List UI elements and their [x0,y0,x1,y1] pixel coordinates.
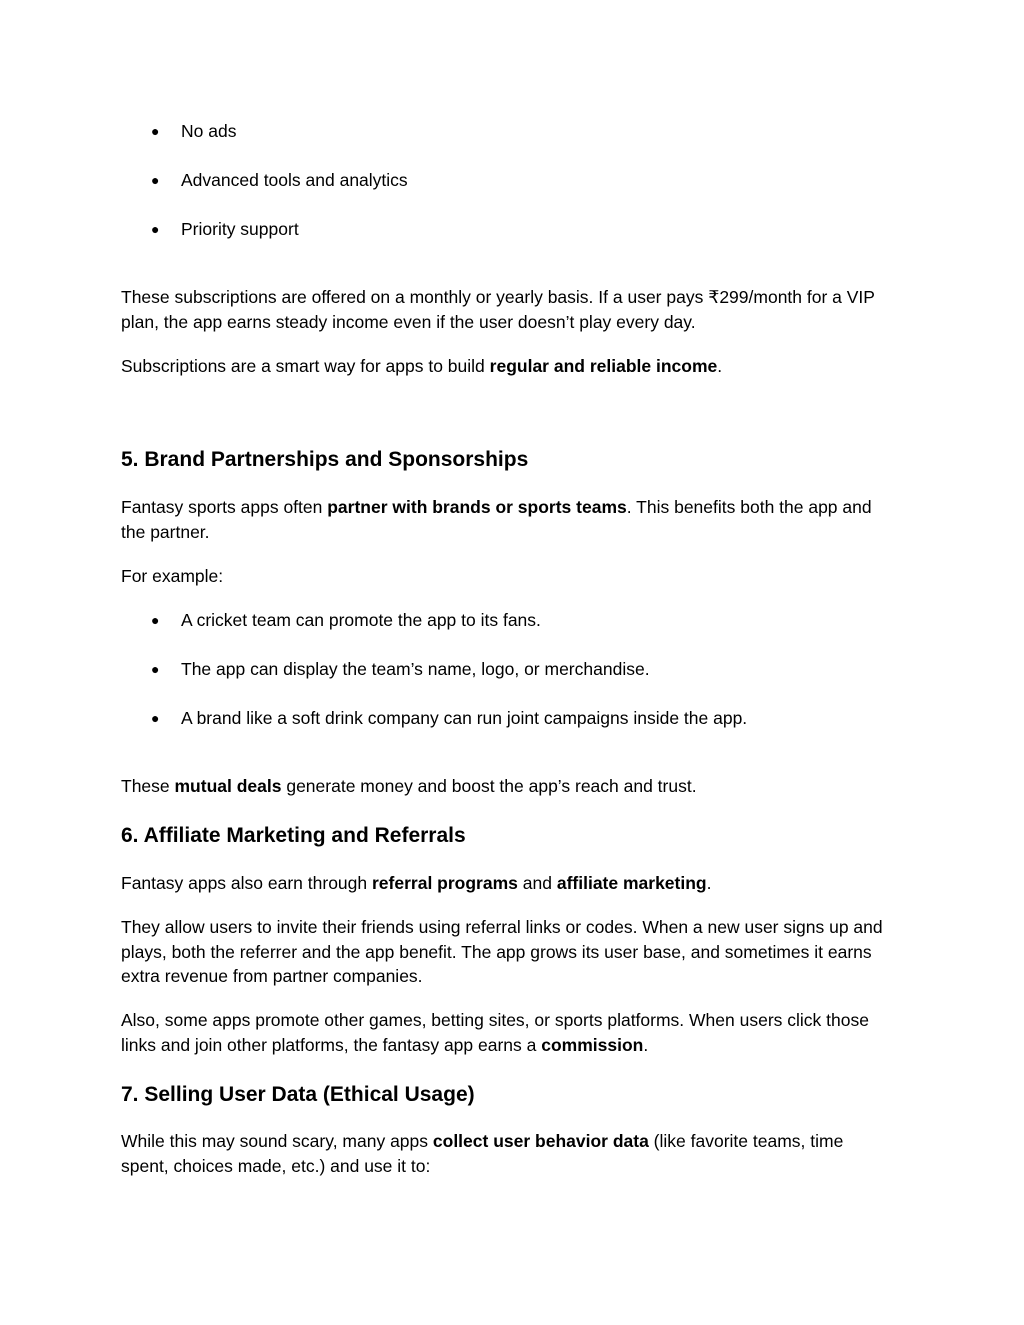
bullet-icon: ● [151,612,160,628]
section6-paragraph-2: They allow users to invite their friends using referral links or codes. When a new user signs up and plays, both the referrer and the app benefit. The app grows its user base, and sometimes it earns extra revenue from partner companies. [121,917,883,986]
subscription-summary: Subscriptions are a smart way for apps to build regular and reliable income. [121,356,723,376]
list-item: ● A cricket team can promote the app to its fans. [151,610,541,630]
bullet-icon: ● [151,123,160,139]
section-heading-6: 6. Affiliate Marketing and Referrals [121,824,466,847]
bullet-icon: ● [151,221,160,237]
list-item: ● No ads [151,121,237,141]
list-item: ● A brand like a soft drink company can run joint campaigns inside the app. [151,708,748,728]
section5-example-label: For example: [121,566,224,586]
section7-paragraph-1: While this may sound scary, many apps collect user behavior data (like favorite teams, time spent, choices made, etc.) and use it to: [121,1131,844,1176]
section5-intro: Fantasy sports apps often partner with brands or sports teams. This benefits both the app and the partner. [121,497,872,542]
list-item: ● The app can display the team’s name, logo, or merchandise. [151,659,650,679]
section-heading-5: 5. Brand Partnerships and Sponsorships [121,448,529,471]
bullet-icon: ● [151,661,160,677]
subscription-paragraph: These subscriptions are offered on a monthly or yearly basis. If a user pays ₹299/month for a VIP plan, the app earns steady income even if the user doesn’t play every day. [121,287,875,332]
section5-closing: These mutual deals generate money and boost the app’s reach and trust. [121,776,697,796]
section6-paragraph-3: Also, some apps promote other games, betting sites, or sports platforms. When users click those links and join other platforms, the fantasy app earns a commission. [121,1010,869,1055]
section6-paragraph-1: Fantasy apps also earn through referral programs and affiliate marketing. [121,873,712,893]
list-item: ● Priority support [151,219,299,239]
bullet-icon: ● [151,172,160,188]
bullet-icon: ● [151,710,160,726]
section-heading-7: 7. Selling User Data (Ethical Usage) [121,1083,475,1106]
list-item: ● Advanced tools and analytics [151,170,408,190]
